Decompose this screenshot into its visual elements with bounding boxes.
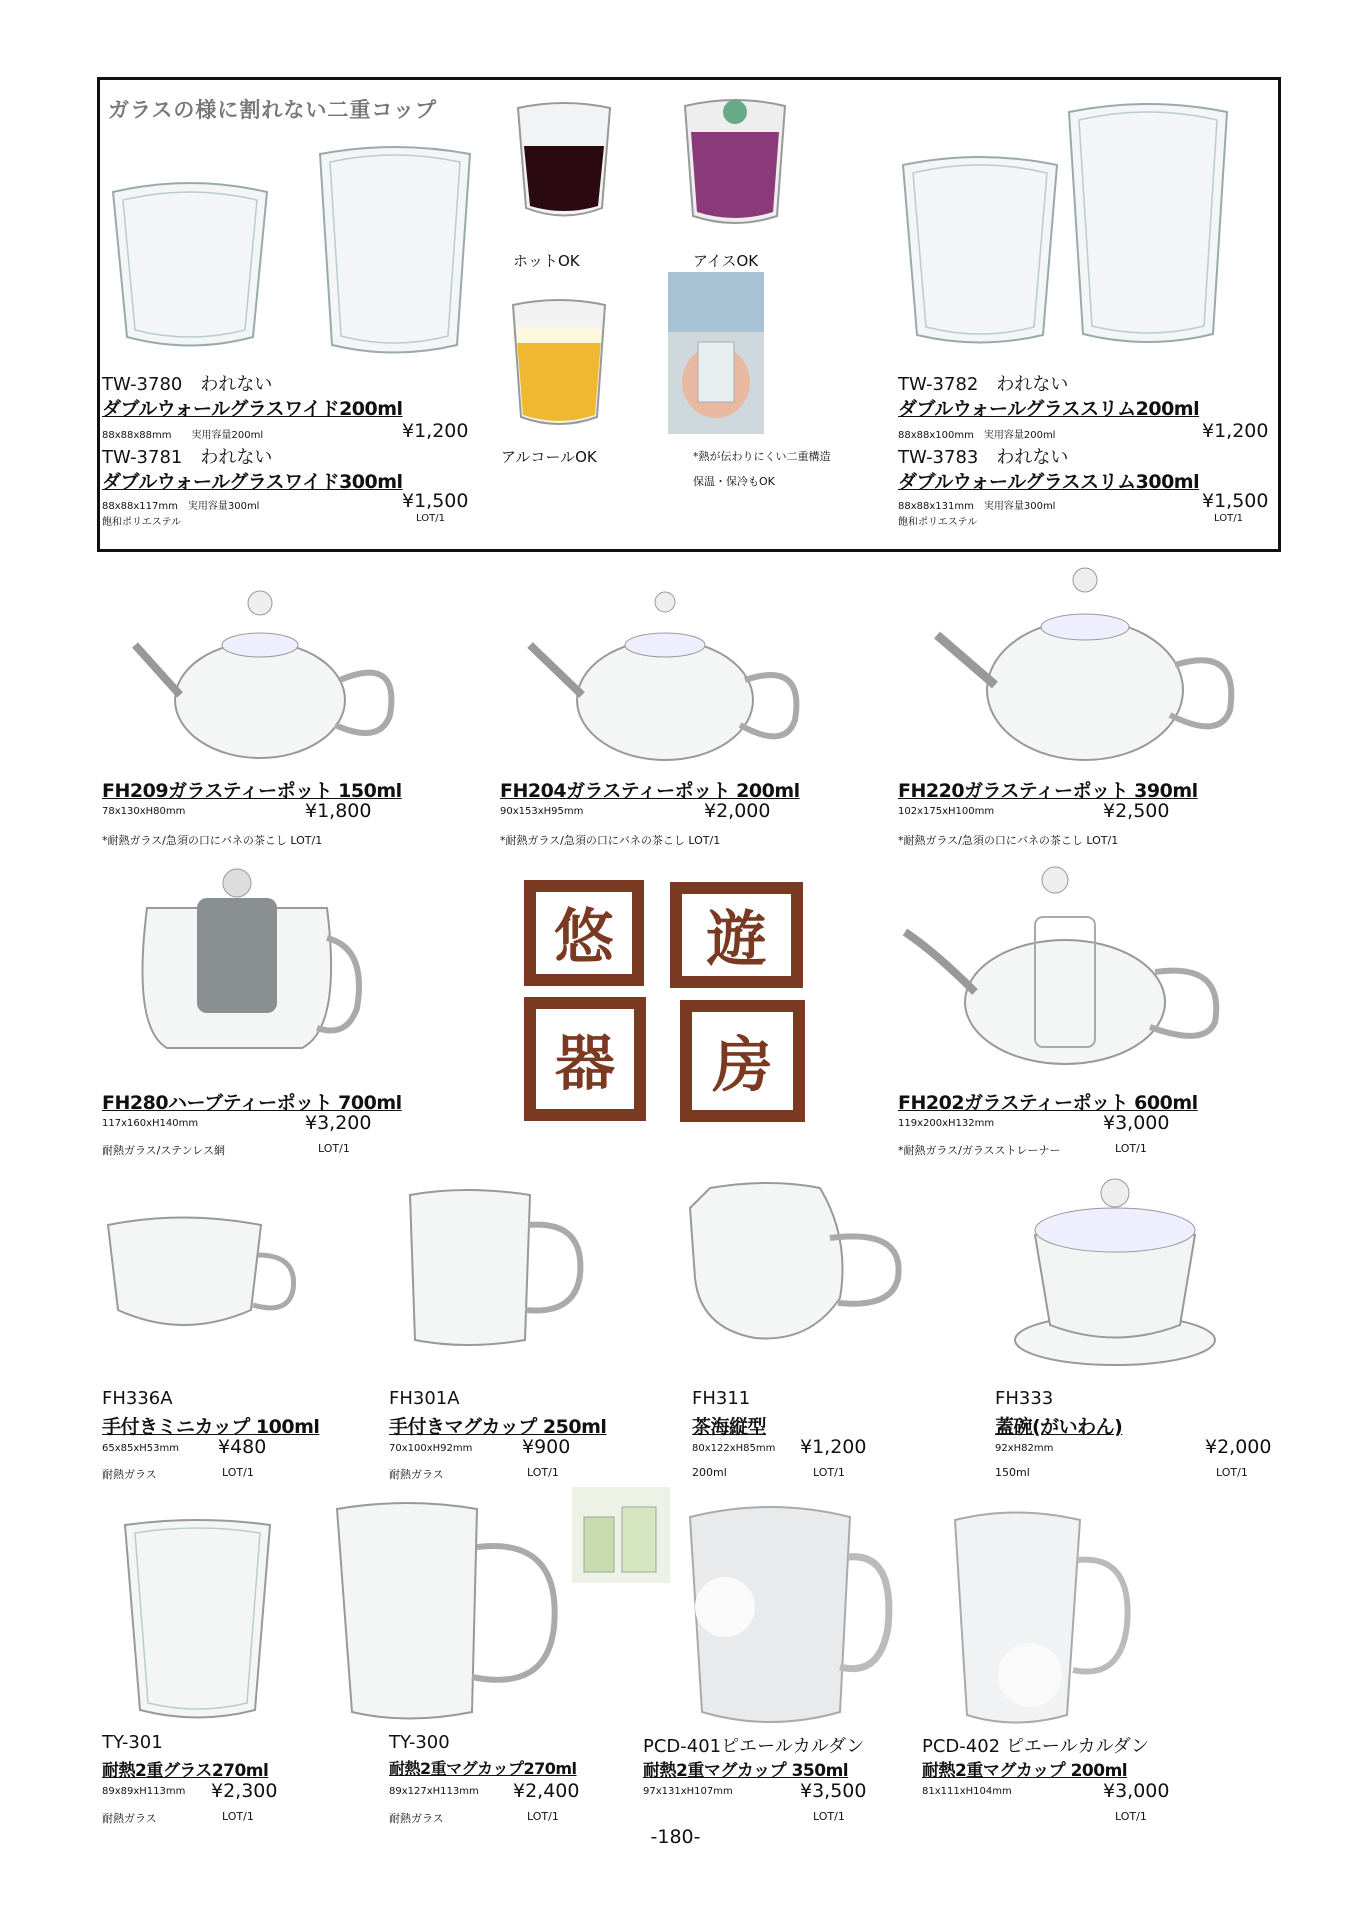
ty300-material: 耐熱ガラス [389, 1812, 444, 1825]
ty300-lot: LOT/1 [527, 1810, 559, 1823]
iced-berry-glass-image [675, 92, 795, 232]
fh280-herb-teapot-image [122, 868, 367, 1066]
fh336a-lot: LOT/1 [222, 1466, 254, 1479]
fh336a-material: 耐熱ガラス [102, 1468, 157, 1481]
ice-ok-label: アイスOK [693, 252, 759, 270]
fh333-lot: LOT/1 [1216, 1466, 1248, 1479]
logo-char-1: 悠 [554, 903, 614, 973]
fh280-material: 耐熱ガラス/ステンレス網 [102, 1144, 226, 1157]
section-title: ガラスの様に割れない二重コップ [108, 98, 437, 122]
fh220-price: ¥2,500 [1103, 800, 1170, 822]
fh202-material: *耐熱ガラス/ガラスストレーナー [898, 1144, 1061, 1157]
pcd402-price: ¥3,000 [1103, 1780, 1170, 1802]
fh301a-price: ¥900 [522, 1436, 571, 1458]
logo-tile-2 [670, 882, 803, 988]
fh280-lot: LOT/1 [318, 1142, 350, 1155]
pcd402-name: 耐熱2重マグカップ 200ml [922, 1761, 1128, 1781]
logo-tile-4 [680, 1000, 805, 1122]
tw3782-glass-image [895, 145, 1065, 355]
tw3782-spec: 88x88x100mm 実用容量200ml [898, 430, 1056, 441]
tw3780-name: ダブルウォールグラスワイド200ml [102, 398, 403, 420]
fh209-name: FH209ガラスティーポット 150ml [102, 780, 402, 802]
tw3783-lot: LOT/1 [1214, 513, 1243, 524]
ty300-code: TY-300 [389, 1732, 450, 1753]
tw3782-name: ダブルウォールグラススリム200ml [898, 398, 1200, 420]
fh333-volume: 150ml [995, 1466, 1030, 1479]
hot-ok-label: ホットOK [513, 252, 580, 270]
fh220-name: FH220ガラスティーポット 390ml [898, 780, 1198, 802]
tw3781-price: ¥1,500 [402, 490, 469, 512]
iced-drinks-photo [572, 1487, 670, 1583]
fh209-teapot-image [125, 585, 400, 763]
ty301-name: 耐熱2重グラス270ml [102, 1761, 269, 1781]
pcd402-spec: 81x111xH104mm [922, 1786, 1012, 1797]
fh204-spec: 90x153xH95mm [500, 806, 584, 817]
fh202-teapot-image [895, 862, 1230, 1072]
ty300-mug-image [332, 1497, 562, 1725]
pcd401-mug-image [680, 1497, 895, 1735]
fh204-price: ¥2,000 [704, 800, 771, 822]
fh311-code: FH311 [692, 1388, 751, 1409]
fh280-price: ¥3,200 [305, 1112, 372, 1134]
child-drinking-photo [668, 272, 764, 434]
fh336a-name: 手付きミニカップ 100ml [102, 1416, 320, 1438]
fh333-name: 蓋碗(がいわん) [995, 1416, 1123, 1438]
fh311-spec: 80x122xH85mm [692, 1443, 776, 1454]
tw3783-code: TW-3783 われない [898, 447, 1069, 468]
fh336a-spec: 65x85xH53mm [102, 1443, 180, 1454]
ty300-price: ¥2,400 [513, 1780, 580, 1802]
tw3780-glass-image [105, 172, 275, 357]
pcd402-mug-image [945, 1505, 1135, 1730]
double-wall-note-2: 保温・保冷もOK [693, 475, 775, 488]
fh301a-code: FH301A [389, 1388, 460, 1409]
fh311-lot: LOT/1 [813, 1466, 845, 1479]
pcd401-price: ¥3,500 [800, 1780, 867, 1802]
ty301-lot: LOT/1 [222, 1810, 254, 1823]
tw3782-code: TW-3782 われない [898, 374, 1069, 395]
fh220-teapot-image [925, 565, 1240, 765]
tw3783-name: ダブルウォールグラススリム300ml [898, 471, 1200, 493]
fh301a-material: 耐熱ガラス [389, 1468, 444, 1481]
tw3780-price: ¥1,200 [402, 420, 469, 442]
fh280-spec: 117x160xH140mm [102, 1118, 199, 1129]
fh204-teapot-image [520, 590, 805, 765]
fh301a-mug-image [405, 1185, 585, 1350]
hot-coffee-glass-image [508, 98, 620, 228]
ty301-code: TY-301 [102, 1732, 163, 1753]
fh202-spec: 119x200xH132mm [898, 1118, 995, 1129]
fh333-code: FH333 [995, 1388, 1054, 1409]
fh220-spec: 102x175xH100mm [898, 806, 995, 817]
double-wall-note-1: *熱が伝わりにくい二重構造 [693, 450, 831, 463]
tw3782-price: ¥1,200 [1202, 420, 1269, 442]
tw3783-glass-image [1063, 96, 1233, 354]
fh209-price: ¥1,800 [305, 800, 372, 822]
alcohol-ok-label: アルコールOK [501, 448, 597, 466]
fh209-note: *耐熱ガラス/急須の口にバネの茶こし LOT/1 [102, 834, 323, 847]
page-number: -180- [650, 1826, 701, 1848]
fh204-note: *耐熱ガラス/急須の口にバネの茶こし LOT/1 [500, 834, 721, 847]
ty300-name: 耐熱2重マグカップ270ml [389, 1759, 577, 1778]
tw3781-spec: 88x88x117mm 実用容量300ml [102, 501, 260, 512]
logo-char-2: 遊 [706, 905, 767, 975]
fh336a-code: FH336A [102, 1388, 173, 1409]
logo-char-3: 器 [555, 1029, 615, 1099]
tw3781-lot: LOT/1 [416, 513, 445, 524]
ty301-price: ¥2,300 [211, 1780, 278, 1802]
tw3783-material: 飽和ポリエステル [898, 517, 978, 528]
pcd401-lot: LOT/1 [813, 1810, 845, 1823]
fh202-lot: LOT/1 [1115, 1142, 1147, 1155]
tw3781-name: ダブルウォールグラスワイド300ml [102, 471, 403, 493]
fh311-price: ¥1,200 [800, 1436, 867, 1458]
fh311-volume: 200ml [692, 1466, 727, 1479]
ty300-spec: 89x127xH113mm [389, 1786, 479, 1797]
beer-glass-image [505, 295, 613, 437]
fh280-name: FH280ハーブティーポット 700ml [102, 1092, 402, 1114]
fh209-spec: 78x130xH80mm [102, 806, 186, 817]
logo-tile-1 [524, 880, 644, 986]
fh333-gaiwan-image [1010, 1175, 1220, 1375]
tw3780-spec: 88x88x88mm 実用容量200ml [102, 430, 264, 441]
fh311-name: 茶海縦型 [692, 1416, 767, 1438]
fh220-note: *耐熱ガラス/急須の口にバネの茶こし LOT/1 [898, 834, 1119, 847]
fh301a-lot: LOT/1 [527, 1466, 559, 1479]
pcd401-name: 耐熱2重マグカップ 350ml [643, 1761, 849, 1781]
tw3783-spec: 88x88x131mm 実用容量300ml [898, 501, 1056, 512]
fh202-name: FH202ガラスティーポット 600ml [898, 1092, 1198, 1114]
fh301a-spec: 70x100xH92mm [389, 1443, 473, 1454]
tw3781-code: TW-3781 われない [102, 447, 273, 468]
tw3781-glass-image [312, 140, 477, 365]
fh204-name: FH204ガラスティーポット 200ml [500, 780, 800, 802]
fh202-price: ¥3,000 [1103, 1112, 1170, 1134]
fh311-pitcher-image [680, 1178, 910, 1348]
fh336a-cup-image [103, 1210, 298, 1342]
ty301-material: 耐熱ガラス [102, 1812, 157, 1825]
tw3780-code: TW-3780 われない [102, 374, 273, 395]
fh336a-price: ¥480 [218, 1436, 267, 1458]
logo-tile-3 [524, 997, 646, 1121]
pcd402-lot: LOT/1 [1115, 1810, 1147, 1823]
ty301-spec: 89x89xH113mm [102, 1786, 186, 1797]
pcd401-spec: 97x131xH107mm [643, 1786, 733, 1797]
pcd402-code: PCD-402 ピエールカルダン [922, 1736, 1149, 1757]
tw3783-price: ¥1,500 [1202, 490, 1269, 512]
fh333-price: ¥2,000 [1205, 1436, 1272, 1458]
logo-char-4: 房 [712, 1031, 773, 1101]
fh333-spec: 92xH82mm [995, 1443, 1054, 1454]
pcd401-code: PCD-401ピエールカルダン [643, 1736, 865, 1757]
fh301a-name: 手付きマグカップ 250ml [389, 1416, 607, 1438]
ty301-glass-image [120, 1515, 275, 1727]
tw3781-material: 飽和ポリエステル [102, 517, 182, 528]
